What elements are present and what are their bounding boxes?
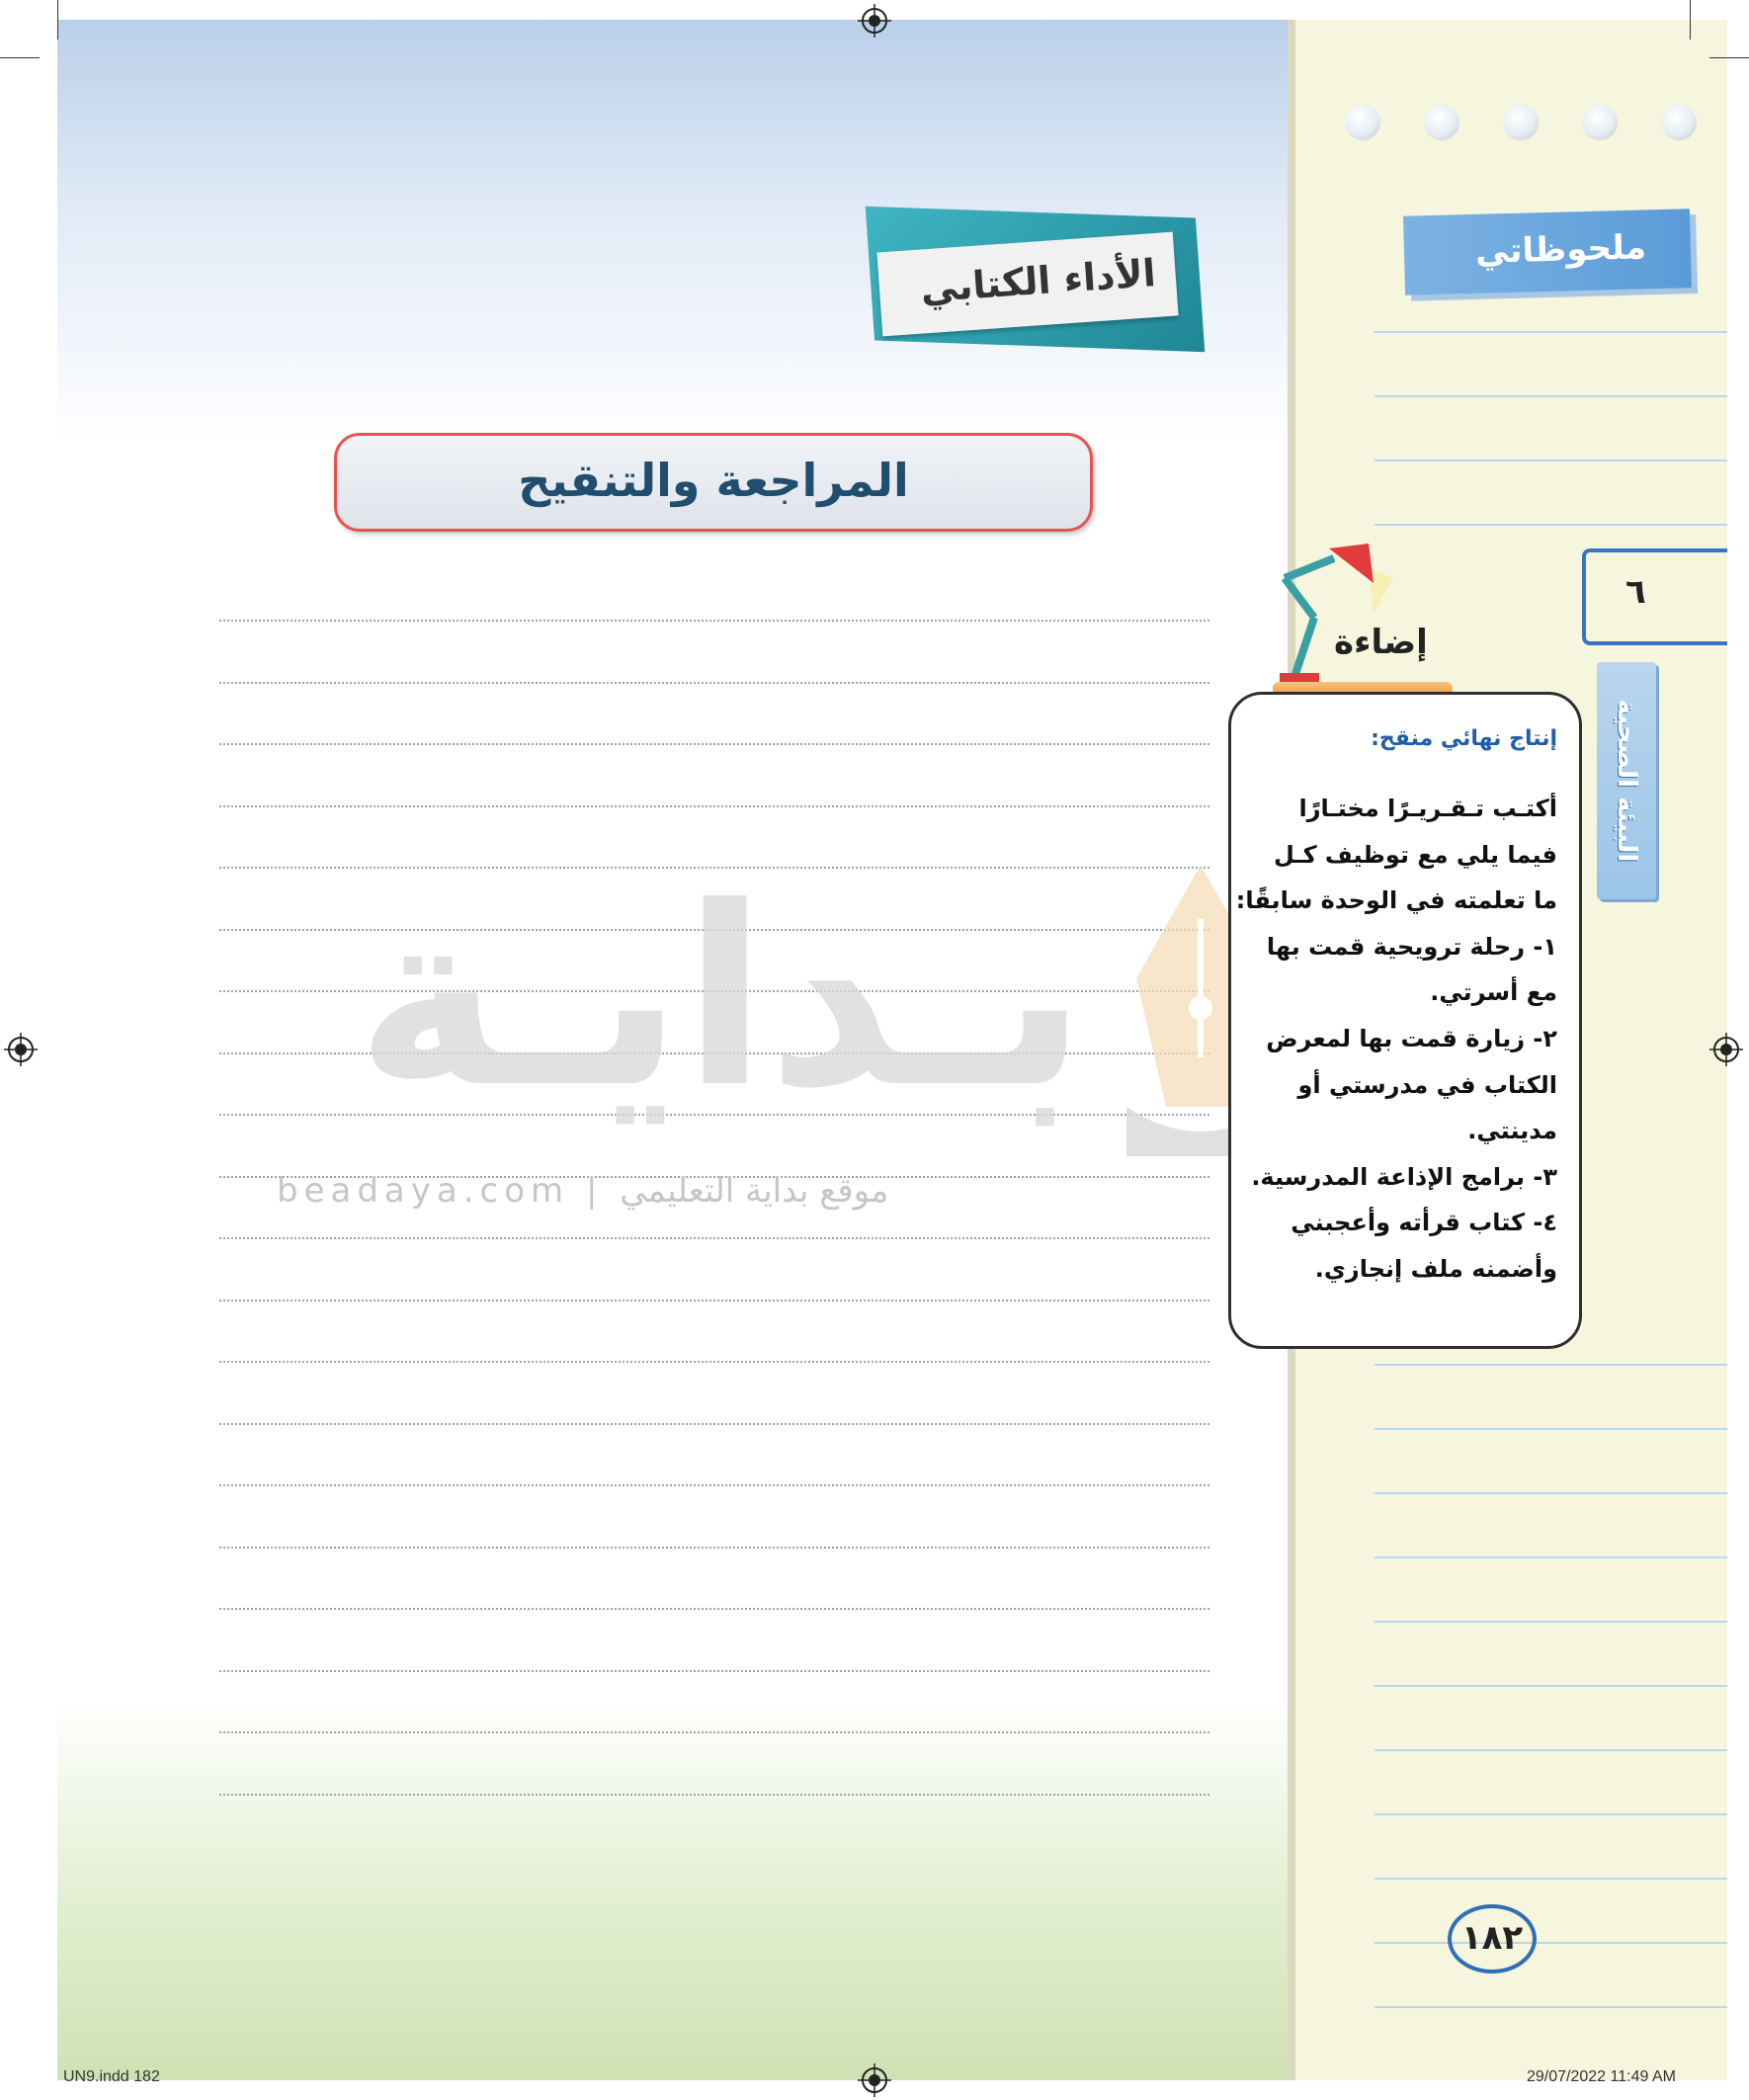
registration-mark-icon bbox=[858, 4, 891, 38]
note-line bbox=[1374, 1621, 1727, 1623]
page-heading: المراجعة والتنقيح bbox=[518, 454, 909, 507]
desk-lamp-icon bbox=[1275, 539, 1403, 687]
note-line bbox=[1374, 1813, 1727, 1815]
note-line bbox=[1374, 524, 1727, 526]
note-line bbox=[1374, 460, 1727, 462]
note-line bbox=[1374, 1428, 1727, 1430]
note-line bbox=[1374, 1556, 1727, 1558]
note-line bbox=[1374, 1364, 1727, 1366]
tip-line: وأضمنه ملف إنجازي. bbox=[1314, 1254, 1557, 1283]
punch-hole bbox=[1582, 105, 1618, 140]
tip-body bbox=[1235, 786, 1557, 1293]
tip-line: أكتـب تـقـريـرًا مختـارًا bbox=[1298, 795, 1557, 822]
tip-title: إضاءة bbox=[1334, 623, 1428, 662]
writing-line[interactable] bbox=[219, 1361, 1209, 1363]
tip-box bbox=[1228, 692, 1582, 1349]
writing-line[interactable] bbox=[219, 1237, 1209, 1239]
writing-line[interactable] bbox=[219, 1547, 1209, 1549]
unit-name-tab bbox=[1597, 662, 1656, 899]
writing-line[interactable] bbox=[219, 620, 1209, 622]
registration-mark-icon bbox=[858, 2063, 891, 2097]
crop-mark bbox=[1690, 0, 1691, 40]
tip-line: ما تعلمته في الوحدة سابقًا: bbox=[1235, 886, 1557, 915]
crop-mark bbox=[1709, 57, 1749, 58]
writing-line[interactable] bbox=[219, 805, 1209, 807]
writing-line[interactable] bbox=[219, 1300, 1209, 1302]
page-number-badge bbox=[1448, 1904, 1537, 1974]
note-line bbox=[1374, 331, 1727, 333]
note-line bbox=[1374, 1942, 1727, 1944]
registration-mark-icon bbox=[4, 1033, 38, 1066]
tip-line: الكتاب في مدرستي أو bbox=[1297, 1070, 1557, 1099]
heading-box bbox=[334, 433, 1093, 532]
tip-line: ١- رحلة ترويحية قمت بها bbox=[1266, 932, 1557, 961]
writing-line[interactable] bbox=[219, 1608, 1209, 1610]
footer-file-name: UN9.indd 182 bbox=[63, 2068, 160, 2085]
watermark-subtitle: beadaya.com | موقع بداية التعليمي bbox=[277, 1171, 889, 1211]
note-line bbox=[1374, 2006, 1727, 2008]
note-line bbox=[1374, 1749, 1727, 1751]
section-ribbon bbox=[870, 212, 1201, 346]
tip-line: ٢- زيارة قمت بها لمعرض bbox=[1266, 1024, 1557, 1052]
page-number: ١٨٢ bbox=[1460, 1918, 1524, 1958]
tip-subtitle: إنتاج نهائي منقح: bbox=[1371, 726, 1557, 751]
watermark-logo-text: بـدايـة bbox=[355, 854, 1088, 1141]
tip-line: فيما يلي مع توظيف كـل bbox=[1273, 840, 1557, 869]
note-line bbox=[1374, 1685, 1727, 1687]
writing-line[interactable] bbox=[219, 1731, 1209, 1733]
notes-tab bbox=[1403, 209, 1692, 295]
notes-tab-label: ملحوظاتي bbox=[1474, 227, 1647, 272]
note-line bbox=[1374, 395, 1727, 397]
crop-mark bbox=[57, 0, 58, 40]
tip-line: مع أسرتي. bbox=[1430, 978, 1557, 1007]
tip-line: ٣- برامج الإذاعة المدرسية. bbox=[1251, 1162, 1557, 1191]
footer-date: 29/07/2022 11:49 AM bbox=[1527, 2068, 1676, 2085]
punch-hole bbox=[1345, 105, 1380, 140]
unit-number-box bbox=[1582, 548, 1727, 645]
writing-line[interactable] bbox=[219, 1794, 1209, 1796]
unit-name: البيئة الصحية bbox=[1612, 699, 1641, 863]
tip-line: ٤- كتاب قرأته وأعجبني bbox=[1291, 1209, 1557, 1237]
note-line bbox=[1374, 1492, 1727, 1494]
writing-line[interactable] bbox=[219, 682, 1209, 684]
writing-line[interactable] bbox=[219, 1423, 1209, 1425]
punch-hole bbox=[1661, 105, 1697, 140]
unit-number: ٦ bbox=[1625, 572, 1646, 612]
section-label: الأداء الكتابي bbox=[919, 250, 1158, 311]
note-line bbox=[1374, 1878, 1727, 1880]
punch-hole bbox=[1424, 105, 1459, 140]
crop-mark bbox=[0, 57, 40, 58]
writing-line[interactable] bbox=[219, 1484, 1209, 1486]
registration-mark-icon bbox=[1709, 1033, 1743, 1066]
punch-hole bbox=[1503, 105, 1539, 140]
tip-line: مدينتي. bbox=[1467, 1117, 1557, 1145]
writing-line[interactable] bbox=[219, 1670, 1209, 1672]
writing-line[interactable] bbox=[219, 743, 1209, 745]
